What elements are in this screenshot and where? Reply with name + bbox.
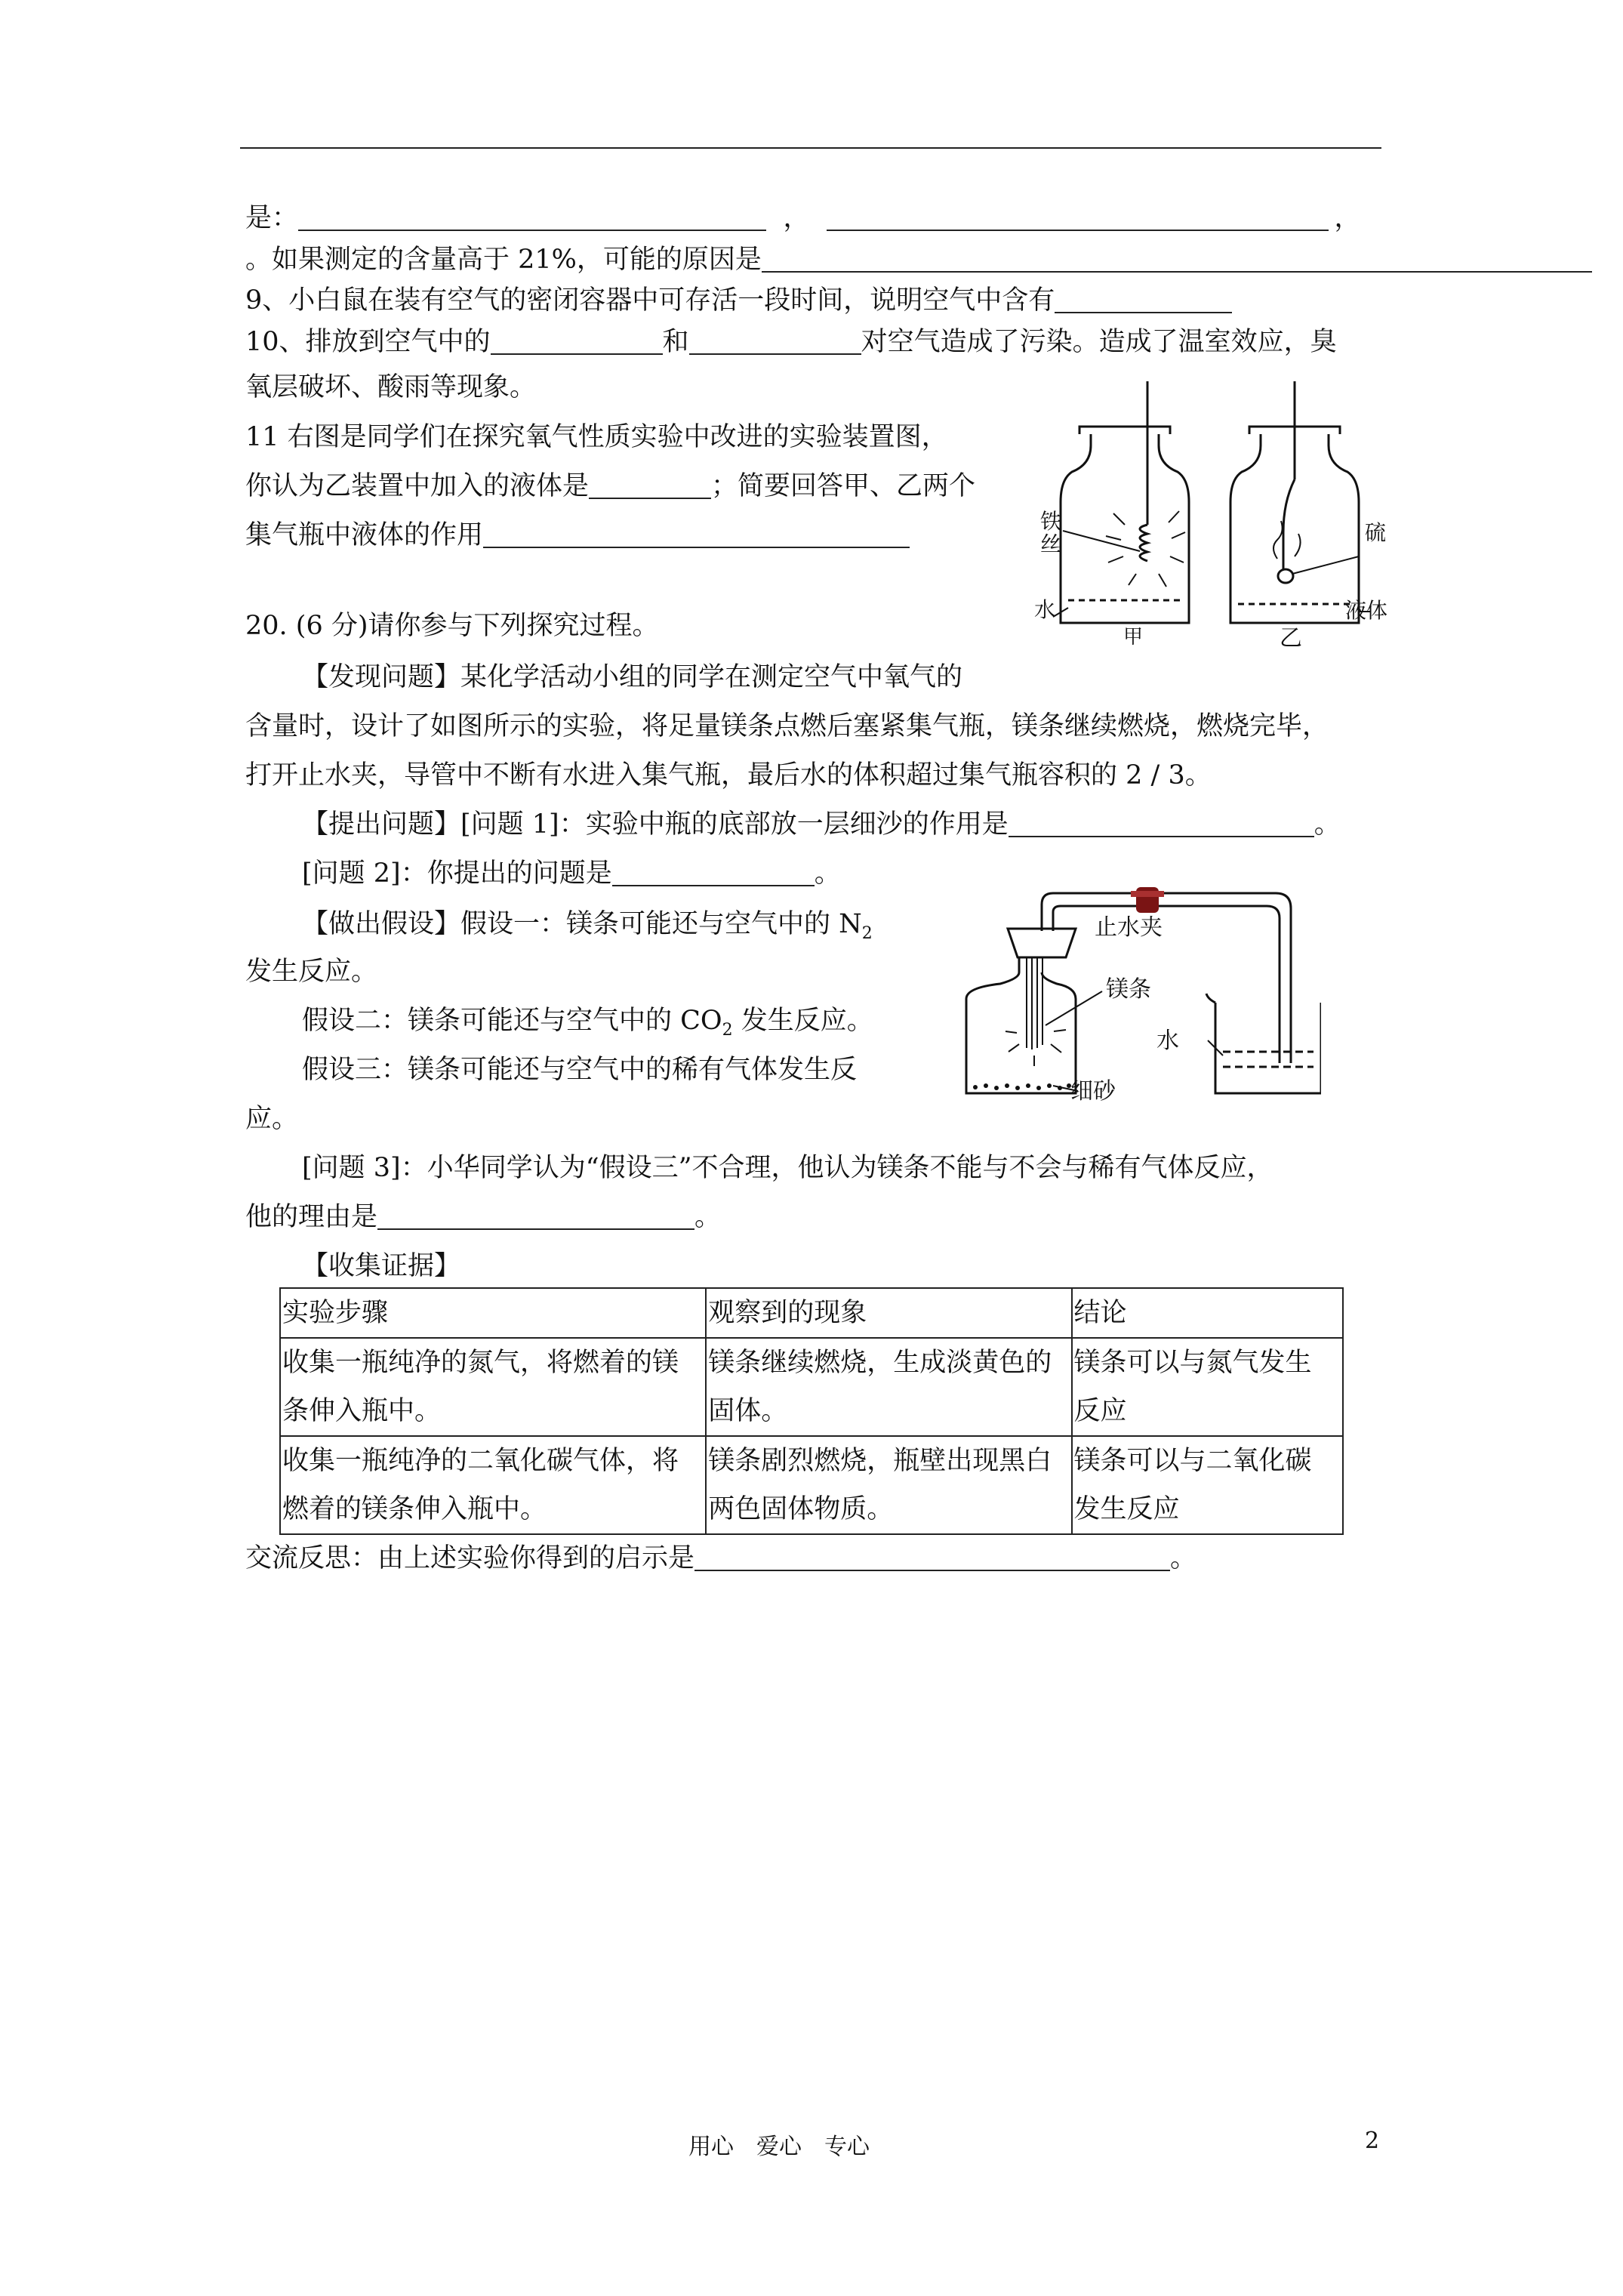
table-header-row [280,1288,1343,1338]
answer-blank[interactable] [694,1542,1170,1571]
question-11-c: 集气瓶中液体的作用 [245,517,910,553]
table-row [280,1436,1343,1534]
table-cell: 收集一瓶纯净的二氧化碳气体，将 燃着的镁条伸入瓶中。 [280,1436,706,1534]
label-sand: 细砂 [1070,1078,1116,1101]
question-3: [问题 3]：小华同学认为“假设三”不合理，他认为镁条不能与不会与稀有气体反应， [302,1153,1273,1183]
table-cell: 镁条可以与氮气发生 反应 [1072,1338,1344,1436]
table-header: 实验步骤 [280,1288,706,1338]
label-tie-b: 丝 [1040,532,1062,556]
question-3-cont: 他的理由是 。 [245,1202,722,1232]
answer-blank[interactable] [689,326,861,355]
label-liquid: 液体 [1345,598,1388,623]
answer-blank[interactable] [483,519,910,548]
label-water: 水 [1156,1028,1179,1054]
answer-blank[interactable] [612,858,815,886]
question-2: [问题 2]：你提出的问题是 。 [302,858,841,889]
label-mg: 镁条 [1106,976,1151,1003]
collect-evidence-heading: 【收集证据】 [302,1251,461,1281]
answer-blank[interactable] [1009,809,1314,837]
label-yi: 乙 [1280,625,1302,652]
answer-blank[interactable] [298,202,766,231]
label-jia: 甲 [1123,626,1144,649]
table-header: 结论 [1072,1288,1344,1338]
table-cell: 收集一瓶纯净的氮气，将燃着的镁 条伸入瓶中。 [280,1338,706,1436]
label-water: 水 [1034,597,1056,622]
question-10-cont: 氧层破坏、酸雨等现象。 [245,372,537,402]
line-2: 。如果测定的含量高于 21%，可能的原因是 [245,242,1592,278]
answer-blank[interactable] [589,470,711,499]
reflection: 交流反思：由上述实验你得到的启示是 。 [245,1543,1197,1573]
question-10: 10、排放到空气中的 和 对空气造成了污染。造成了温室效应，臭 [245,327,1337,357]
question-1: 【提出问题】[问题 1]：实验中瓶的底部放一层细沙的作用是 。 [302,809,1341,840]
hypothesis-1-cont: 发生反应。 [245,957,378,987]
label-tie-a: 铁 [1040,509,1062,534]
answer-blank[interactable] [827,202,1329,231]
line-1: 是： ， ， [245,203,1361,233]
find-problem-a: 【发现问题】某化学活动小组的同学在测定空气中氧气的 [302,662,963,692]
header-rule [240,147,1381,149]
table-row [280,1338,1343,1436]
answer-blank[interactable] [491,326,663,355]
question-20: 20. (6 分)请你参与下列探究过程。 [245,611,659,641]
question-11-b: 你认为乙装置中加入的液体是 ；简要回答甲、乙两个 [245,471,976,501]
oxygen-jars-figure [1034,381,1397,661]
question-9: 9、小白鼠在装有空气的密闭容器中可存活一段时间，说明空气中含有 [245,282,1232,319]
hypothesis-1: 【做出假设】假设一：镁条可能还与空气中的 $N_2$ [302,909,873,943]
hypothesis-3: 假设三：镁条可能还与空气中的稀有气体发生反 [302,1055,858,1085]
answer-blank[interactable] [762,244,1592,273]
page-number: 2 [1365,2128,1380,2154]
label-sulfur: 硫 [1365,520,1387,545]
table-cell: 镁条可以与二氧化碳 发生反应 [1072,1436,1344,1534]
hypothesis-2: 假设二：镁条可能还与空气中的 $CO_2$ 发生反应。 [302,1006,873,1040]
hypothesis-3-cont: 应。 [245,1104,299,1134]
stopcock-icon [1131,887,1164,913]
table-cell: 镁条继续燃烧，生成淡黄色的 固体。 [706,1338,1071,1436]
answer-blank[interactable] [377,1201,694,1230]
evidence-table [279,1287,1344,1535]
label-clamp: 止水夹 [1095,914,1163,941]
table-cell: 镁条剧烈燃烧，瓶壁出现黑白 两色固体物质。 [706,1436,1071,1534]
magnesium-apparatus-figure [959,874,1321,1101]
find-problem-c: 打开止水夹，导管中不断有水进入集气瓶，最后水的体积超过集气瓶容积的 2 / 3。 [245,760,1212,791]
find-problem-b: 含量时，设计了如图所示的实验，将足量镁条点燃后塞紧集气瓶，镁条继续燃烧，燃烧完毕， [245,711,1329,741]
footer-motto: 用心 爱心 专心 [688,2134,870,2160]
table-header: 观察到的现象 [706,1288,1071,1338]
question-11-a: 11 右图是同学们在探究氧气性质实验中改进的实验装置图， [245,422,948,452]
answer-blank[interactable] [1055,285,1232,313]
